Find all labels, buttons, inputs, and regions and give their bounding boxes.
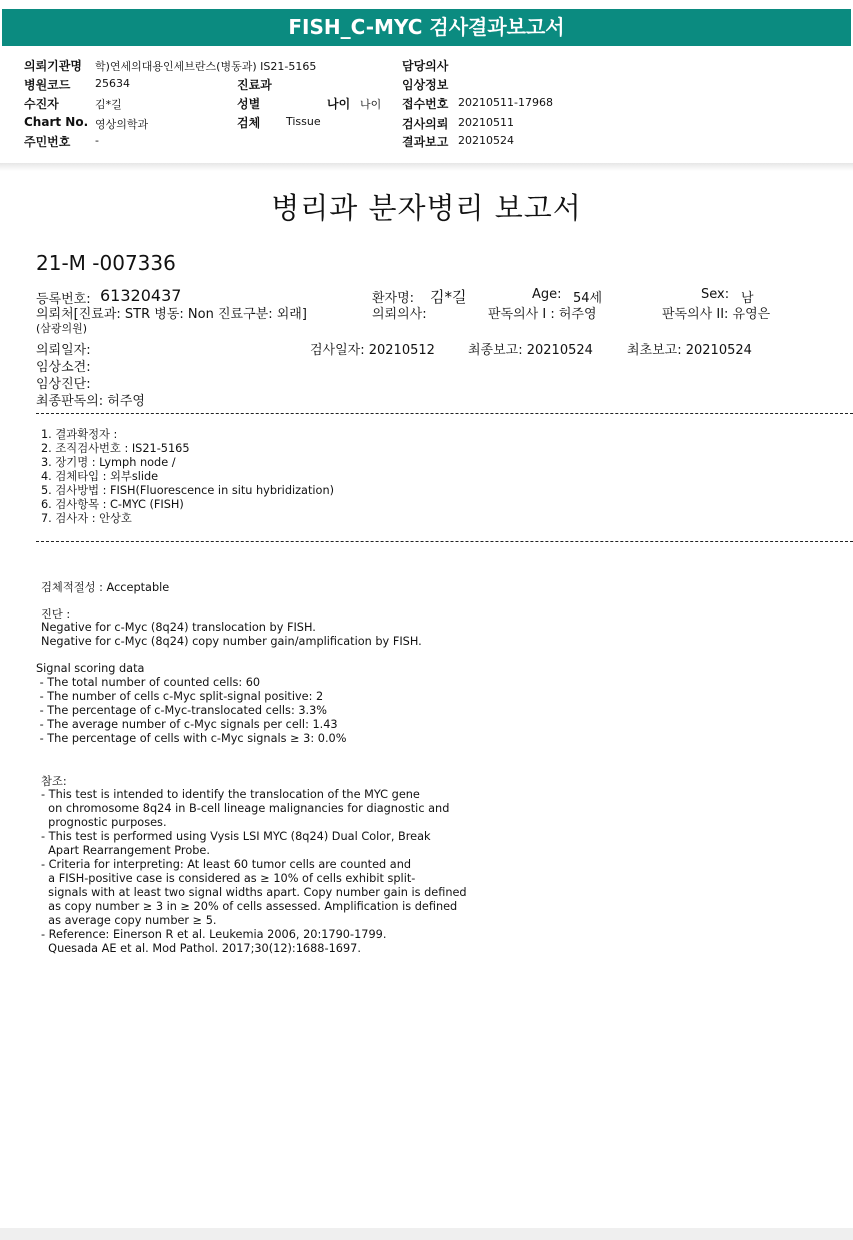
list-item: 2. 조직검사번호 : IS21-5165 [41, 442, 190, 455]
reference-line: - Criteria for interpreting: At least 60 tumor cells are counted and [41, 858, 412, 871]
list-item: 6. 검사항목 : C-MYC (FISH) [41, 498, 184, 511]
report-banner-title: FISH_C-MYC 검사결과보고서 [2, 9, 851, 46]
sex-value-report: 남 [741, 291, 754, 306]
ordering-dept: 의뢰처[진료과: STR 병동: Non 진료구분: 외래] [36, 307, 307, 322]
dept-label: 진료과 [237, 78, 272, 92]
result-date-value: 20210524 [458, 134, 514, 147]
diagnosis-label: 진단 : [41, 608, 71, 621]
request-date-label: 검사의뢰 [402, 117, 449, 131]
signal-line: - The average number of c-Myc signals per cell: 1.43 [36, 718, 338, 731]
rrn-value: - [95, 134, 99, 147]
age-label: 나이 [327, 97, 351, 111]
reference-line: - Reference: Einerson R et al. Leukemia 2006, 20:1790-1799. [41, 928, 387, 941]
list-item: 5. 검사방법 : FISH(Fluorescence in situ hybridization) [41, 484, 335, 497]
reference-line: on chromosome 8q24 in B-cell lineage malignancies for diagnostic and [41, 802, 450, 815]
institution-label: 의뢰기관명 [24, 59, 82, 73]
diagnosis-line: Negative for c-Myc (8q24) copy number gain/amplification by FISH. [41, 635, 422, 648]
pathologist-2: 판독의사 II: 유영은 [662, 307, 771, 322]
diagnosis-line: Negative for c-Myc (8q24) translocation by FISH. [41, 621, 316, 634]
signal-line: - The percentage of cells with c-Myc signals ≥ 3: 0.0% [36, 732, 347, 745]
age-label-report: Age: [532, 287, 562, 302]
specimen-value: Tissue [286, 115, 321, 128]
clinical-info-label: 임상정보 [402, 78, 449, 92]
list-item: 1. 결과확정자 : [41, 428, 118, 441]
institution-value: 학)연세의대용인세브란스(병동과) IS21-5165 [95, 60, 317, 73]
sex-label-report: Sex: [701, 287, 730, 302]
result-date-label: 결과보고 [402, 135, 449, 149]
final-report-date: 최종보고: 20210524 [468, 343, 593, 358]
dashed-divider-top [36, 413, 853, 414]
case-number: 21-M -007336 [36, 251, 176, 275]
reference-line: - This test is intended to identify the translocation of the MYC gene [41, 788, 420, 801]
list-item: 4. 검체타입 : 외부slide [41, 470, 159, 483]
reference-line: a FISH-positive case is considered as ≥ 10% of cells exhibit split- [41, 872, 416, 885]
specimen-adequacy: 검체적절성 : Acceptable [41, 581, 170, 594]
receipt-no-label: 접수번호 [402, 97, 449, 111]
signal-line: - The total number of counted cells: 60 [36, 676, 261, 689]
header-divider [0, 163, 853, 171]
receipt-no-value: 20210511-17968 [458, 96, 553, 109]
specimen-label: 검체 [237, 116, 261, 130]
report-title: 병리과 분자병리 보고서 [271, 191, 582, 225]
reference-line: - This test is performed using Vysis LSI MYC (8q24) Dual Color, Break [41, 830, 431, 843]
reference-line: Quesada AE et al. Mod Pathol. 2017;30(12):1688-1697. [41, 942, 361, 955]
age-value: 나이 [360, 98, 382, 111]
chart-no-label: Chart No. [24, 115, 89, 129]
dashed-divider-bottom [36, 541, 853, 542]
patient-name-label: 환자명: [372, 291, 415, 306]
clinical-diagnosis-label: 임상진단: [36, 377, 91, 392]
ordering-sub: (삼광의원) [36, 322, 88, 335]
hospital-code-value: 25634 [95, 77, 130, 90]
registration-label: 등록번호: [36, 292, 91, 307]
pathologist-1: 판독의사 I : 허주영 [488, 307, 597, 322]
reference-line: as copy number ≥ 3 in ≥ 20% of cells assessed. Amplification is defined [41, 900, 458, 913]
patient-label: 수진자 [24, 97, 59, 111]
request-date-label-report: 의뢰일자: [36, 343, 91, 358]
request-date-value: 20210511 [458, 116, 514, 129]
reference-line: Apart Rearrangement Probe. [41, 844, 210, 857]
rrn-label: 주민번호 [24, 135, 71, 149]
list-item: 3. 장기명 : Lymph node / [41, 456, 176, 469]
hospital-code-label: 병원코드 [24, 78, 71, 92]
clinical-findings-label: 임상소견: [36, 360, 91, 375]
signal-scoring-title: Signal scoring data [36, 662, 145, 675]
reference-line: as average copy number ≥ 5. [41, 914, 217, 927]
final-pathologist: 최종판독의: 허주영 [36, 394, 145, 409]
signal-line: - The number of cells c-Myc split-signal positive: 2 [36, 690, 324, 703]
patient-name-value: 김*길 [430, 288, 467, 306]
sex-label: 성별 [237, 97, 261, 111]
registration-value: 61320437 [100, 286, 182, 305]
signal-line: - The percentage of c-Myc-translocated cells: 3.3% [36, 704, 328, 717]
reference-line: prognostic purposes. [41, 816, 167, 829]
reference-line: signals with at least two signal widths apart. Copy number gain is defined [41, 886, 467, 899]
patient-value: 김*길 [95, 98, 122, 111]
age-value-report: 54세 [573, 291, 603, 306]
doctor-label: 담당의사 [402, 59, 449, 73]
chart-no-value: 영상의학과 [95, 118, 149, 131]
bottom-bar [0, 1228, 853, 1240]
exam-date: 검사일자: 20210512 [310, 343, 435, 358]
reference-label: 참조: [41, 775, 67, 788]
ordering-doctor-label: 의뢰의사: [372, 307, 427, 322]
list-item: 7. 검사자 : 안상호 [41, 512, 132, 525]
first-report-date: 최초보고: 20210524 [627, 343, 752, 358]
